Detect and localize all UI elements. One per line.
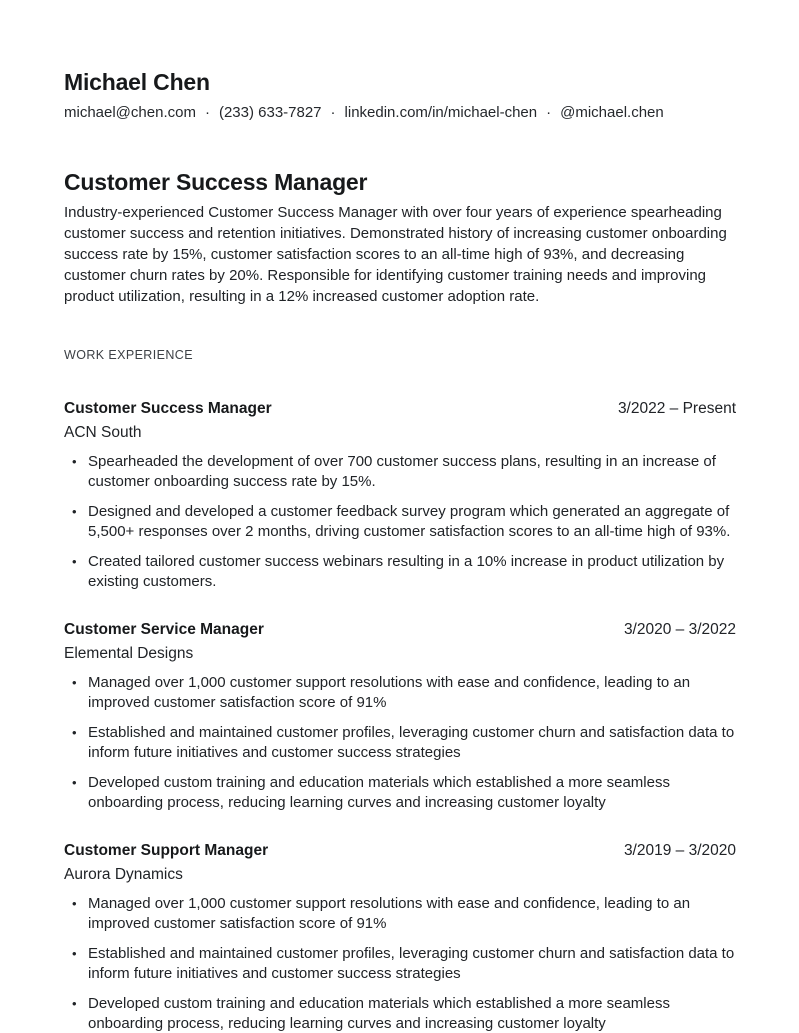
bullet-icon: • (72, 775, 77, 790)
job-bullet-text: Spearheaded the development of over 700 customer success plans, resulting in an increase of customer onboarding success rate by 15%. (88, 453, 716, 490)
job-bullet-item (64, 773, 736, 812)
resume-role-title: Customer Success Manager (64, 169, 368, 195)
job-bullets (64, 673, 736, 812)
job-title: Customer Service Manager (64, 621, 264, 638)
job-company: Aurora Dynamics (64, 866, 183, 883)
job-dates: 3/2020 – 3/2022 (623, 621, 736, 638)
job-bullet-text: Established and maintained customer profiles, leveraging customer churn and satisfaction data to inform future initiatives and customer success strategies (88, 945, 735, 982)
job-header (64, 399, 736, 418)
contact-email: michael@chen.com (64, 104, 196, 121)
job-bullet-item (64, 673, 736, 712)
work-experience-label: WORK EXPERIENCE (64, 348, 193, 362)
job-company: Elemental Designs (64, 645, 194, 662)
bullet-icon: • (72, 554, 77, 569)
work-experience-section (64, 348, 736, 1033)
job-bullets (64, 894, 736, 1033)
job-header (64, 620, 736, 639)
job-bullet-item (64, 452, 736, 491)
job-bullet-item (64, 723, 736, 762)
job-bullet-text: Created tailored customer success webinars resulting in a 10% increase in product utilization by existing customers. (88, 553, 725, 590)
job-dates: 3/2019 – 3/2020 (623, 842, 736, 859)
job-bullet-item (64, 944, 736, 983)
bullet-icon: • (72, 454, 77, 469)
job-bullet-item (64, 894, 736, 933)
bullet-icon: • (72, 504, 77, 519)
profile-section (64, 169, 736, 307)
job-bullets (64, 452, 736, 591)
contact-linkedin: linkedin.com/in/michael-chen (344, 104, 538, 121)
person-name: Michael Chen (64, 69, 210, 95)
contact-line (64, 103, 736, 122)
job-header (64, 841, 736, 860)
jobs-list (64, 399, 736, 1033)
job-bullet-text: Managed over 1,000 customer support resolutions with ease and confidence, leading to an improved customer satisfaction score of 91% (88, 674, 691, 711)
contact-separator: · (204, 104, 210, 121)
resume-header (64, 70, 736, 122)
job-title: Customer Support Manager (64, 842, 269, 859)
job-dates: 3/2022 – Present (617, 400, 736, 417)
job-title: Customer Success Manager (64, 400, 272, 417)
bullet-icon: • (72, 675, 77, 690)
bullet-icon: • (72, 725, 77, 740)
job-bullet-text: Established and maintained customer profiles, leveraging customer churn and satisfaction data to inform future initiatives and customer success strategies (88, 724, 735, 761)
bullet-icon: • (72, 896, 77, 911)
job-company: ACN South (64, 424, 142, 441)
job-bullet-text: Developed custom training and education materials which established a more seamless onboarding process, reducing learning curves and increasing customer loyalty (88, 995, 670, 1032)
job-entry (64, 399, 736, 591)
job-bullet-item (64, 502, 736, 541)
bullet-icon: • (72, 946, 77, 961)
profile-summary: Industry-experienced Customer Success Manager with over four years of experience spearheading customer success and retention initiatives. Demonstrated history of increasing customer onboarding success rate by 15%, customer satisfaction scores to an all-time high of 93%, and decreasing customer churn rates by 20%. Responsible for identifying customer training needs and improving product utilization, resulting in a 12% increased customer adoption rate. (64, 204, 727, 305)
contact-phone: (233) 633-7827 (218, 104, 322, 121)
contact-separator: · (546, 104, 552, 121)
job-bullet-text: Designed and developed a customer feedback survey program which generated an aggregate of 5,500+ responses over 2 months, driving customer satisfaction scores to an all-time high of 93%. (88, 503, 731, 540)
contact-separator: · (330, 104, 336, 121)
contact-handle: @michael.chen (560, 104, 664, 121)
bullet-icon: • (72, 996, 77, 1011)
job-entry (64, 620, 736, 812)
job-entry (64, 841, 736, 1033)
job-bullet-item (64, 994, 736, 1033)
job-bullet-item (64, 552, 736, 591)
job-bullet-text: Developed custom training and education materials which established a more seamless onboarding process, reducing learning curves and increasing customer loyalty (88, 774, 670, 811)
job-bullet-text: Managed over 1,000 customer support resolutions with ease and confidence, leading to an improved customer satisfaction score of 91% (88, 895, 691, 932)
